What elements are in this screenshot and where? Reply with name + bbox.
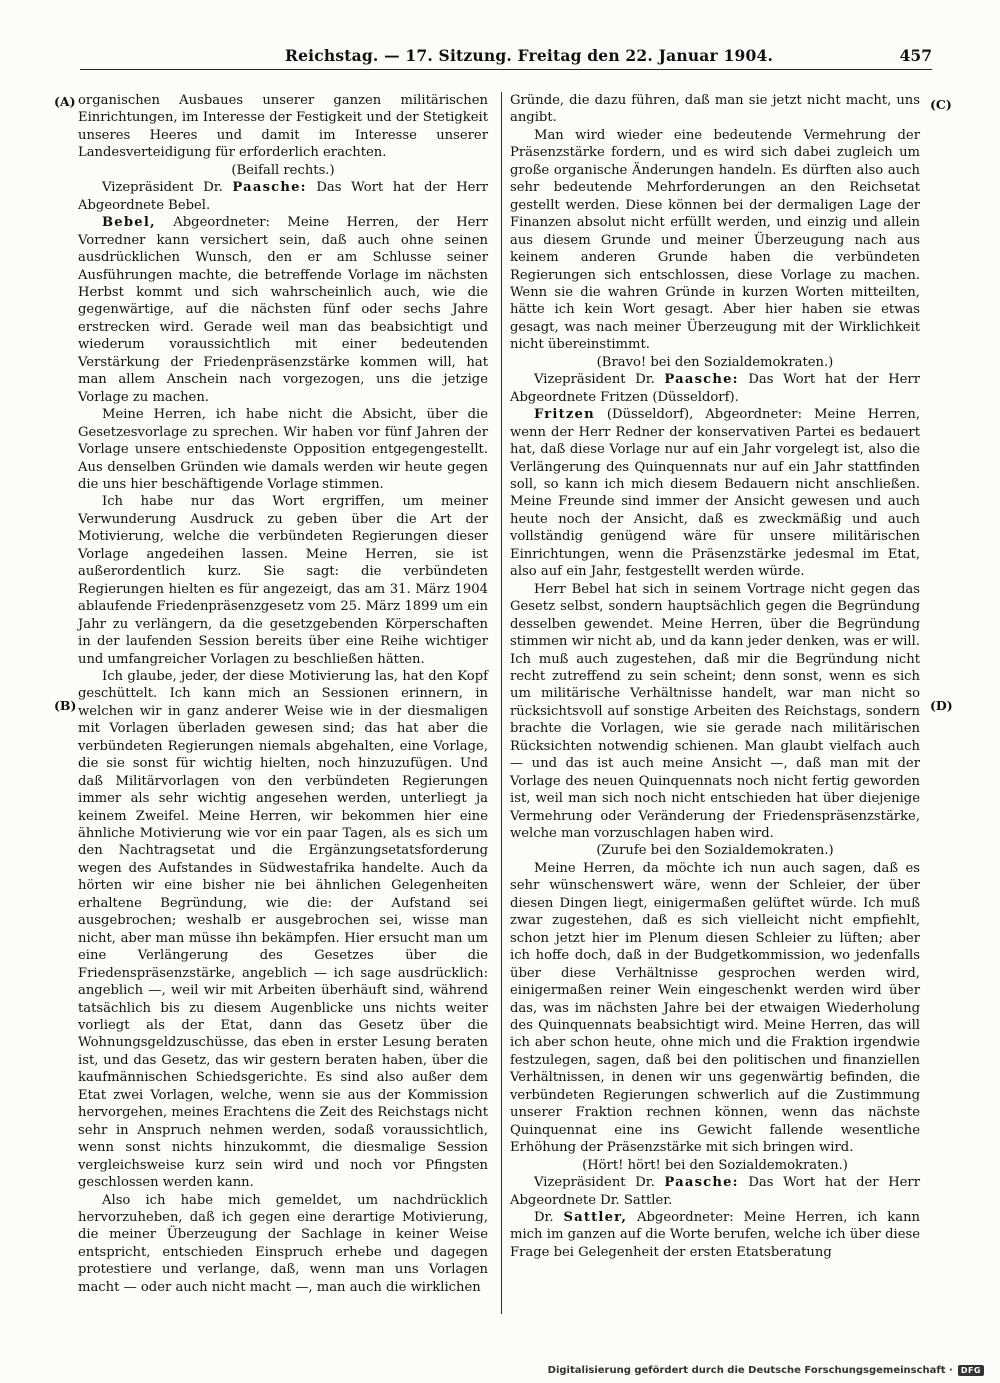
paragraph: Meine Herren, ich habe nicht die Absicht, über die Gesetzesvorlage zu sprechen. Wir haben vor fünf Jahren der Vorlage unsere entschiedenste Opposition entgegengestellt. Aus denselben Gründen wie damals werden wir heute gegen die uns hier beschäftigende Vorlage stimmen. — [78, 407, 488, 492]
paragraph: Gründe, die dazu führen, daß man sie jetzt nicht macht, uns angibt. — [510, 93, 920, 126]
paragraph-text: Das Wort hat der Herr Abgeordnete Fritzen (Düsseldorf). — [510, 372, 920, 405]
role-label: Vizepräsident Dr. — [534, 1175, 665, 1191]
paragraph: Meine Herren, da möchte ich nun auch sagen, daß es sehr wünschenswert wäre, wenn der Schleier, der über diesen Dingen liegt, einigermaßen gelüftet würde. Ich muß zwar zugestehen, daß es sich vielleicht nicht empfiehlt, schon jetzt hier im Plenum diesen Schleier zu lüften; aber ich hoffe doch, daß in der Budgetkommission, wo jedenfalls über diese Verhältnisse gesprochen werden wird, einigermaßen reiner Wein eingeschenkt werden wird über das, was im nächsten Jahre bei der etwaigen Wiederholung des Quinquennats beabsichtigt wird. Meine Herren, das will ich aber schon heute, ohne mich und die Fraktion irgendwie festzulegen, sagen, daß bei den politischen und finanziellen Verhältnissen, in denen wir uns gegenwärtig befinden, die verbündeten Regierungen schwerlich auf die Zustimmung unserer Fraktion rechnen können, wenn das nächste Quinquennat eine ins Gewicht fallende wesentliche Erhöhung der Präsenzstärke mit sich bringen wird. — [510, 860, 920, 1156]
paragraph — [510, 1209, 920, 1261]
role-label: Vizepräsident Dr. — [102, 180, 233, 196]
margin-marker-a: (A) — [54, 94, 76, 109]
paragraph: Ich habe nur das Wort ergriffen, um meiner Verwunderung Ausdruck zu geben über die Art der Motivierung, welche die verbündeten Regierungen dieser Vorlage angedeihen lassen. Meine Herren, sie ist außerordentlich kurz. Sie sagt: die verbündeten Regierungen hielten es für angezeigt, das am 31. März 1904 ablaufende Friedenpräsenzgesetz vom 25. März 1899 um ein Jahr zu verlängern, da die gesetzgebenden Körperschaften in der laufenden Session bereits über eine Reihe wichtiger und umfangreicher Vorlagen zu beschließen hätten. — [78, 494, 488, 667]
paragraph — [510, 371, 920, 406]
speaker-name: Paasche: — [664, 1175, 739, 1191]
role-label: Vizepräsident Dr. — [534, 372, 665, 388]
left-column — [78, 92, 488, 1296]
paragraph-text: (Düsseldorf), Abgeordneter: Meine Herren, wenn der Herr Redner der konservativen Partei es bedauert hat, daß diese Vorlage nur auf ein Jahr vorgelegt ist, also die Verlängerung des Quinquennats nur auf ein Jahr stattfinden soll, so kann ich mich diesem Bedauern nicht anschließen. Meine Freunde sind immer der Ansicht gewesen und auch heute noch der Ansicht, daß es zweckmäßig und auch vollständig genügend wäre für unsere militärischen Einrichtungen, wenn die Präsenzstärke jedesmal im Etat, also auf ein Jahr, festgestellt werden würde. — [510, 407, 920, 580]
paragraph-text: Das Wort hat der Herr Abgeordnete Bebel. — [78, 180, 488, 213]
speaker-name: Sattler, — [563, 1210, 628, 1225]
paragraph: Also ich habe mich gemeldet, um nachdrücklich hervorzuheben, daß ich gegen eine derartige Motivierung, die meiner Überzeugung der Sachlage in keiner Weise entspricht, entschieden Einspruch erhebe und dagegen protestiere und verlange, daß, wenn man uns Vorlagen macht — oder auch nicht macht —, man auch die wirklichen — [78, 1192, 488, 1295]
paragraph: Ich glaube, jeder, der diese Motivierung las, hat den Kopf geschüttelt. Ich kann mich an Sessionen erinnern, in welchen wir in ganz anderer Weise wie in der diesmaligen mit Vorlagen überladen gewesen sind; das hat aber die verbündeten Regierungen niemals abgehalten, eine Vorlage, die sie sonst für wichtig hielten, noch hinzuzufügen. Und daß Militärvorlagen von den verbündeten Regierungen immer als sehr wichtig angesehen werden, unterliegt ja keinem Zweifel. Meine Herren, wir bekommen hier eine ähnliche Motivierung wie vor ein paar Tagen, als es sich um den Nachtragsetat und die Ergänzungsetatsforderung wegen des Aufstandes in Südwestafrika handelte. Auch da hörten wir eine bisher nie bei ähnlichen Gelegenheiten erhaltene Begründung, wie die: der Aufstand sei ausgebrochen; weshalb er ausgebrochen sei, wisse man nicht, aber man müsse ihn bekämpfen. Hier ersucht man um eine Verlängerung des Gesetzes über die Friedenspräsenzstärke, angeblich — ich sage ausdrücklich: angeblich —, weil wir mit Arbeiten überhäuft sind, während tatsächlich bis zu diesem Augenblicke uns nichts weiter vorliegt als der Etat, dann das Gesetz über die Wohnungsgeldzuschüsse, das eben in erster Lesung beraten ist, und das Gesetz, das wir gestern beraten haben, über die kaufmännischen Schiedsgerichte. Es sind also außer dem Etat zwei Vorlagen, welche, wenn sie aus der Kommission hervorgehen, meines Erachtens die Zeit des Reichstags nicht sehr in Anspruch nehmen werden, sodaß voraussichtlich, wenn sonst nichts hinzukommt, die diesmalige Session vergleichsweise kurz sein wird und noch vor Pfingsten geschlossen werden kann. — [78, 668, 488, 1191]
digitization-footer — [548, 1365, 984, 1376]
speaker-name: Paasche: — [664, 372, 739, 388]
footer-credit: Digitalisierung gefördert durch die Deutsche Forschungsgemeinschaft · — [547, 1365, 953, 1376]
margin-marker-b: (B) — [54, 698, 77, 713]
paragraph: Herr Bebel hat sich in seinem Vortrage nicht gegen das Gesetz selbst, sondern hauptsächlich gegen die Begründung desselben gewendet. Meine Herren, über die Begründung stimmen wir nicht ab, und da kann jeder denken, was er will. Ich muß auch zugestehen, daß mir die Begründung nicht recht zutreffend zu sein scheint; denn sonst, wenn es sich um militärische Verhältnisse handelt, war man nicht so rücksichtsvoll auf sonstige Arbeiten des Reichstags, sondern brachte die Vorlagen, wie sie gerade nach militärischen Rücksichten notwendig schienen. Man glaubt vielfach auch — und das ist auch meine Ansicht —, daß man mit der Vorlage des neuen Quinquennats noch nicht fertig geworden ist, weil man sich noch nicht entschieden hat über diejenige Vermehrung oder Veränderung der Friedenspräsenzstärke, welche man vorzuschlagen haben wird. — [510, 581, 920, 842]
paragraph — [510, 406, 920, 581]
paragraph: organischen Ausbaues unserer ganzen militärischen Einrichtungen, im Interesse der Festigkeit und der Stetigkeit unseres Heeres und damit im Interesse unserer Landesverteidigung für erforderlich erachten. — [78, 93, 488, 161]
margin-marker-d: (D) — [930, 698, 953, 713]
interjection: (Bravo! bei den Sozialdemokraten.) — [596, 354, 834, 370]
speaker-name: Bebel, — [102, 215, 156, 231]
speaker-name: Fritzen — [534, 407, 595, 423]
running-title: Reichstag. — 17. Sitzung. Freitag den 22. Januar 1904. — [285, 46, 774, 65]
paragraph — [78, 179, 488, 214]
paragraph-text: Abgeordneter: Meine Herren, der Herr Vorredner kann versichert sein, daß auch ohne seinen ausdrücklichen Wunsch, den er am Schlusse seiner Ausführungen machte, die betreffende Vorlage im nächsten Herbst kommt und sich wahrscheinlich auch, wie die gegenwärtige, auf die nächsten fünf oder sechs Jahre erstrecken wird. Gerade weil man das beabsichtigt und wiederum voraussichtlich mit einer bedeutenden Verstärkung der Friedenpräsenzstärke kommen will, hat man allem Anschein nach vorgezogen, uns die jetzige Vorlage zu machen. — [78, 215, 488, 405]
margin-marker-c: (C) — [930, 97, 952, 112]
interjection: (Hört! hört! bei den Sozialdemokraten.) — [582, 1157, 848, 1173]
column-divider — [501, 92, 502, 1314]
paragraph — [78, 214, 488, 406]
role-label: Dr. — [534, 1210, 564, 1225]
dfg-logo-icon: DFG — [958, 1365, 984, 1376]
paragraph: Man wird wieder eine bedeutende Vermehrung der Präsenzstärke fordern, und es wird sich dabei zugleich um große organische Änderungen handeln. Es dürften also auch sehr bedeutende Mehrforderungen an den Reichsetat gestellt werden. Diese können bei der dermaligen Lage der Finanzen absolut nicht erfüllt werden, und einzig und allein aus diesem Grunde und meiner Überzeugung nach aus keinem anderen Grunde haben die verbündeten Regierungen sich entschlossen, diese Vorlage zu machen. Wenn sie die wahren Gründe in kurzen Worten mitteilten, hätte ich kein Wort gesagt. Aber hier haben sie etwas gesagt, was nach meiner Überzeugung mit der Wirklichkeit nicht übereinstimmt. — [510, 127, 920, 353]
speaker-name: Paasche: — [232, 180, 307, 196]
interjection: (Beifall rechts.) — [231, 162, 335, 178]
paragraph-text: Abgeordneter: Meine Herren, ich kann mich im ganzen auf die Worte berufen, welche ich über diese Frage bei Gelegenheit der ersten Etatsberatung — [510, 1210, 920, 1260]
paragraph — [510, 1174, 920, 1209]
header-rule — [80, 69, 932, 70]
paragraph-text: Das Wort hat der Herr Abgeordnete Dr. Sattler. — [510, 1175, 920, 1208]
right-column — [510, 92, 920, 1261]
interjection: (Zurufe bei den Sozialdemokraten.) — [596, 843, 834, 859]
page-number: 457 — [899, 46, 932, 65]
